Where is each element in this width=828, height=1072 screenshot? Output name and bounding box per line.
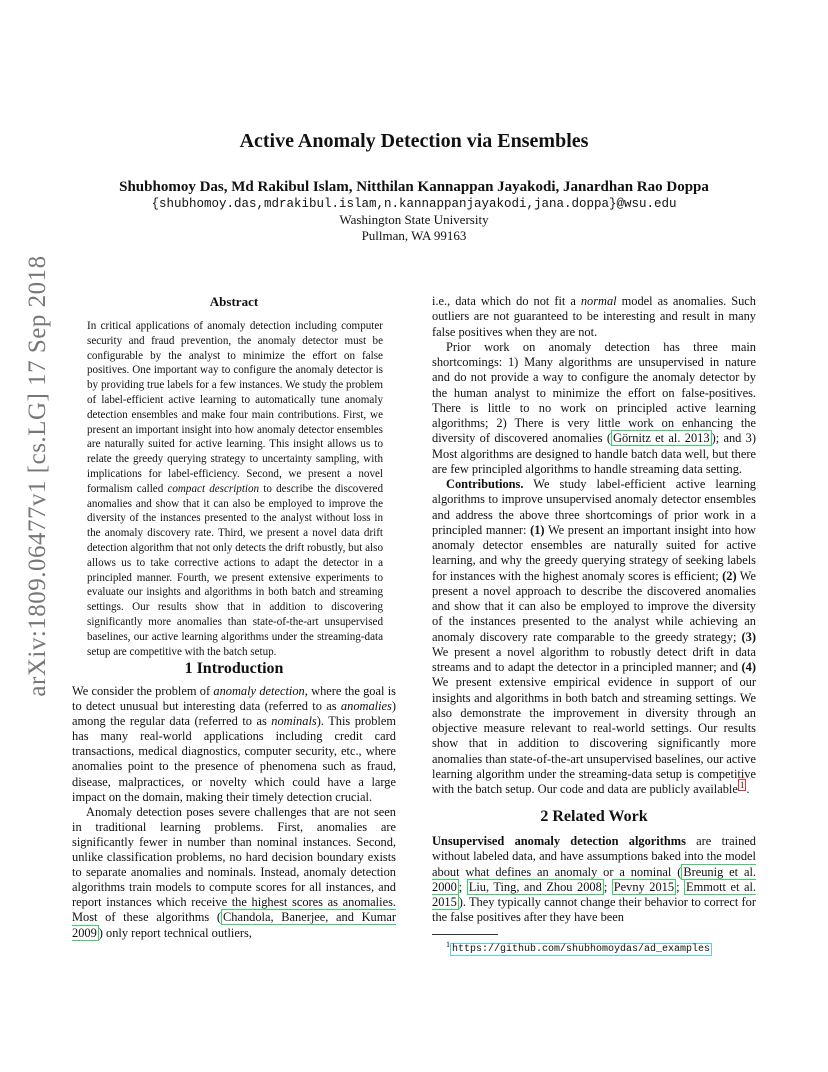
citation-link[interactable]: Görnitz et al. 2013 (613, 431, 710, 446)
author-list: Shubhomoy Das, Md Rakibul Islam, Nitthilan Kannappan Jayakodi, Janardhan Rao Doppa (119, 179, 709, 195)
footnote-number: 1 (446, 940, 450, 949)
author-emails[interactable]: {shubhomoy.das,mdrakibul.islam,n.kannappanjayakodi,jana.doppa}@wsu.edu (151, 197, 677, 211)
footnote-rule (432, 934, 498, 935)
citation-link[interactable]: Pevny 2015 (613, 879, 675, 894)
abstract-part: to describe the discovered anomalies and show that it can also be employed to improve the diversity of the instances presented to the analyst without loss in the anomaly discovery rate. Third, we present a novel data drift detection algorithm that not only detects the drift robustly, but also allows us to take corrective actions to adapt the detector in a principled manner. Fourth, we present extensive experiments to evaluate our insights and algorithms in both batch and streaming settings. Our results show that in addition to discovering significantly more anomalies than state-of-the-art unsupervised baselines, our active learning algorithms under the streaming-data setup are competitive with the batch setup. (87, 482, 383, 658)
abstract-heading: Abstract (209, 294, 259, 309)
citation-link[interactable]: Liu, Ting, and Zhou 2008 (468, 879, 602, 894)
citation-link[interactable]: Breunig et al. 2000 (432, 864, 756, 894)
intro-paragraph: Anomaly detection poses severe challenges that are not seen in traditional learning problems. First, anomalies are significantly fewer in number than nominal instances. Second, unlike classification problems, no hard decision boundary exists to separate anomalies and nominals. Instead, anomaly detection algorithms train models to compute scores for all instances, and report instances which receive the highest scores as anomalies. Most of these algorithms ( Chandola, Banerjee, and Kumar 2009 ) only report technical outliers, (72, 804, 396, 940)
footnote-marker-link[interactable]: 1 (739, 779, 745, 790)
abstract-text (87, 319, 383, 659)
abstract-part: In critical applications of anomaly detection including computer security and fraud prevention, the anomaly detector must be configurable by the analyst to minimize the effort on false positives. One important way to configure the anomaly detector is by providing true labels for a few instances. We study the problem of label-efficient active learning to automatically tune anomaly detection ensembles and make four main contributions. First, we present an important insight into how anomaly detector ensembles are naturally suited for active learning. This insight allows us to relate the greedy querying strategy to uncertainty sampling, with implications for label-efficiency. Second, we present a novel formalism called (87, 320, 383, 495)
paper-title: Active Anomaly Detection via Ensembles (239, 130, 589, 152)
intro-paragraph: We consider the problem of anomaly detection, where the goal is to detect unusual but interesting data (referred to as anomalies) among the regular data (referred to as nominals). This problem has many real-world applications including credit card transactions, medical diagnostics, computer security, etc., where anomalies point to the presence of phenomena such as fraud, disease, malpractices, or novelty which could have a large impact on the domain, making their timely detection crucial. (72, 684, 396, 804)
right-column-body (432, 294, 756, 797)
body-paragraph: Prior work on anomaly detection has three main shortcomings: 1) Many algorithms are unsupervised in nature and do not provide a way to configure the anomaly detector by the human analyst to minimize the effort on false-positives. There is little to no work on principled active learning algorithms; 2) There is very little work on enhancing the diversity of discovered anomalies ( Görnitz et al. 2013 ); and 3) Most algorithms are designed to handle batch data well, but there are few principled algorithms to handle streaming data setting. (432, 339, 756, 476)
introduction-body (72, 684, 396, 941)
citation-link[interactable]: Emmott et al. 2015 (432, 879, 756, 909)
footnote-url-link[interactable]: https://github.com/shubhomoydas/ad_examples (452, 944, 711, 956)
abstract-emphasis: compact description (167, 482, 260, 495)
related-work-body: Unsupervised anomaly detection algorithms are trained without labeled data, and have assumptions baked into the model about what defines an anomaly or a nominal ( Breunig et al. 2000 ; Liu, Ting, and Zhou 2008 ; Pevny 2015 ; Emmott et al. 2015 ). They typically cannot change their behavior to correct for the false positives after they have been (432, 834, 756, 925)
section-heading-related-work: 2 Related Work (540, 808, 648, 825)
contributions-paragraph: Contributions. We study label-efficient active learning algorithms to improve unsupervised anomaly detector ensembles and address the above three shortcomings of prior work in a principled manner: (1) We present an important insight into how anomaly detector ensembles are naturally suited for active learning, and why the greedy querying strategy of seeking labels for instances with the highest anomaly scores is efficient; (2) We present a novel approach to describe the discovered anomalies and show that it can also be employed to improve the diversity of the instances presented to the analyst while achieving an anomaly discovery rate comparable to the greedy strategy; (3) We present a novel algorithm to robustly detect drift in data streams and to adapt the detector in a principled manner; and (4) We present extensive empirical evidence in support of our insights and algorithms in both batch and streaming settings. We also demonstrate the improvement in diversity through an objective measure relevant to real-world settings. Our results show that in addition to discovering significantly more anomalies than state-of-the-art unsupervised baselines, our active learning algorithm under the streaming-data setup is competitive with the batch setup. Our code and data are publicly available $^1$ . (432, 477, 757, 796)
arxiv-stamp: arXiv:1809.06477v1 [cs.LG] 17 Sep 2018 (24, 255, 51, 697)
section-heading-introduction: 1 Introduction (184, 660, 284, 677)
affiliation: Washington State University (339, 212, 489, 227)
citation-link[interactable]: Chandola, Banerjee, and Kumar 2009 (72, 910, 396, 940)
location: Pullman, WA 99163 (361, 228, 467, 243)
affiliation-block (0, 212, 828, 244)
body-paragraph: i.e., data which do not fit a normal model as anomalies. Such outliers are not guaranteed to be interesting and result in many false positives when they are not. (432, 294, 757, 339)
footnote (446, 940, 712, 955)
